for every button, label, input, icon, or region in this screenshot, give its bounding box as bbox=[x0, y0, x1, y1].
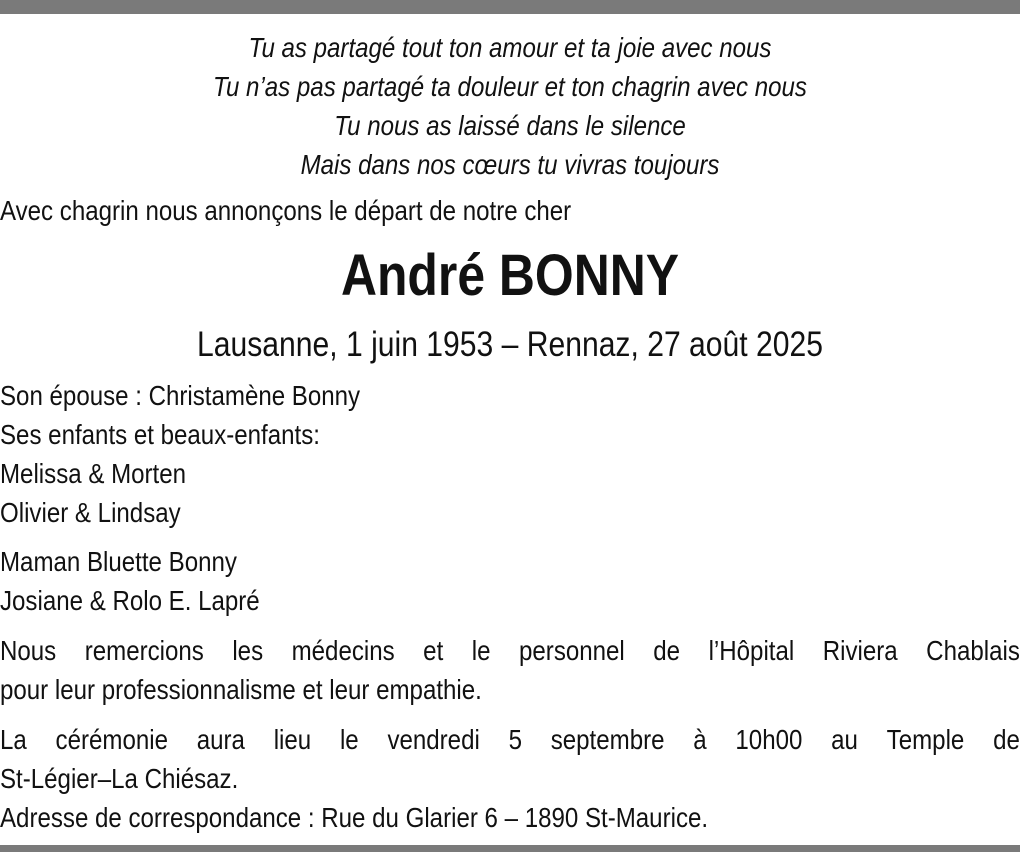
word: l’Hôpital bbox=[708, 635, 795, 666]
word: septembre bbox=[550, 724, 665, 755]
word: Temple bbox=[886, 724, 965, 755]
word: La bbox=[0, 724, 27, 755]
word: de bbox=[653, 635, 681, 666]
ceremony-paragraph bbox=[0, 720, 1020, 837]
word: médecins bbox=[291, 635, 395, 666]
relative-line: Maman Bluette Bonny bbox=[0, 546, 237, 577]
thanks-line-justified bbox=[0, 631, 1020, 670]
poem-line: Mais dans nos cœurs tu vivras toujours bbox=[300, 149, 720, 180]
poem-line: Tu nous as laissé dans le silence bbox=[334, 110, 686, 141]
word: le bbox=[471, 635, 491, 666]
thanks-paragraph bbox=[0, 631, 1020, 709]
word: Nous bbox=[0, 635, 57, 666]
word: vendredi bbox=[387, 724, 480, 755]
word: au bbox=[831, 724, 858, 755]
children-line: Melissa & Morten bbox=[0, 458, 187, 489]
poem-verse bbox=[71, 28, 948, 184]
birth-death-dates: Lausanne, 1 juin 1953 – Rennaz, 27 août 2025 bbox=[197, 325, 823, 364]
word: de bbox=[993, 724, 1020, 755]
other-relatives-block bbox=[0, 542, 1020, 620]
poem-line: Tu as partagé tout ton amour et ta joie avec nous bbox=[248, 32, 772, 63]
announcement-intro: Avec chagrin nous annonçons le départ de notre cher bbox=[0, 195, 572, 226]
poem-line: Tu n’as pas partagé ta douleur et ton chagrin avec nous bbox=[213, 71, 807, 102]
children-heading: Ses enfants et beaux-enfants: bbox=[0, 419, 320, 450]
word: Chablais bbox=[926, 635, 1020, 666]
word: lieu bbox=[273, 724, 312, 755]
word: et bbox=[423, 635, 444, 666]
thanks-line: pour leur professionnalisme et leur empathie. bbox=[0, 674, 482, 705]
relative-line: Josiane & Rolo E. Lapré bbox=[0, 585, 260, 616]
word: les bbox=[232, 635, 264, 666]
word: 5 bbox=[508, 724, 522, 755]
word: cérémonie bbox=[55, 724, 168, 755]
correspondence-address: Adresse de correspondance : Rue du Glarier 6 – 1890 St-Maurice. bbox=[0, 802, 709, 833]
top-border-rule bbox=[0, 0, 1020, 14]
word: 10h00 bbox=[735, 724, 803, 755]
word: à bbox=[693, 724, 707, 755]
word: le bbox=[339, 724, 359, 755]
word: remercions bbox=[84, 635, 204, 666]
word: personnel bbox=[519, 635, 625, 666]
family-block bbox=[0, 376, 1020, 532]
deceased-name: André BONNY bbox=[340, 243, 680, 308]
word: Riviera bbox=[822, 635, 898, 666]
bottom-border-rule bbox=[0, 845, 1020, 852]
ceremony-location-line: St-Légier–La Chiésaz. bbox=[0, 763, 239, 794]
spouse-line: Son épouse : Christamène Bonny bbox=[0, 380, 361, 411]
ceremony-line-justified bbox=[0, 720, 1020, 759]
word: aura bbox=[196, 724, 245, 755]
children-line: Olivier & Lindsay bbox=[0, 497, 181, 528]
